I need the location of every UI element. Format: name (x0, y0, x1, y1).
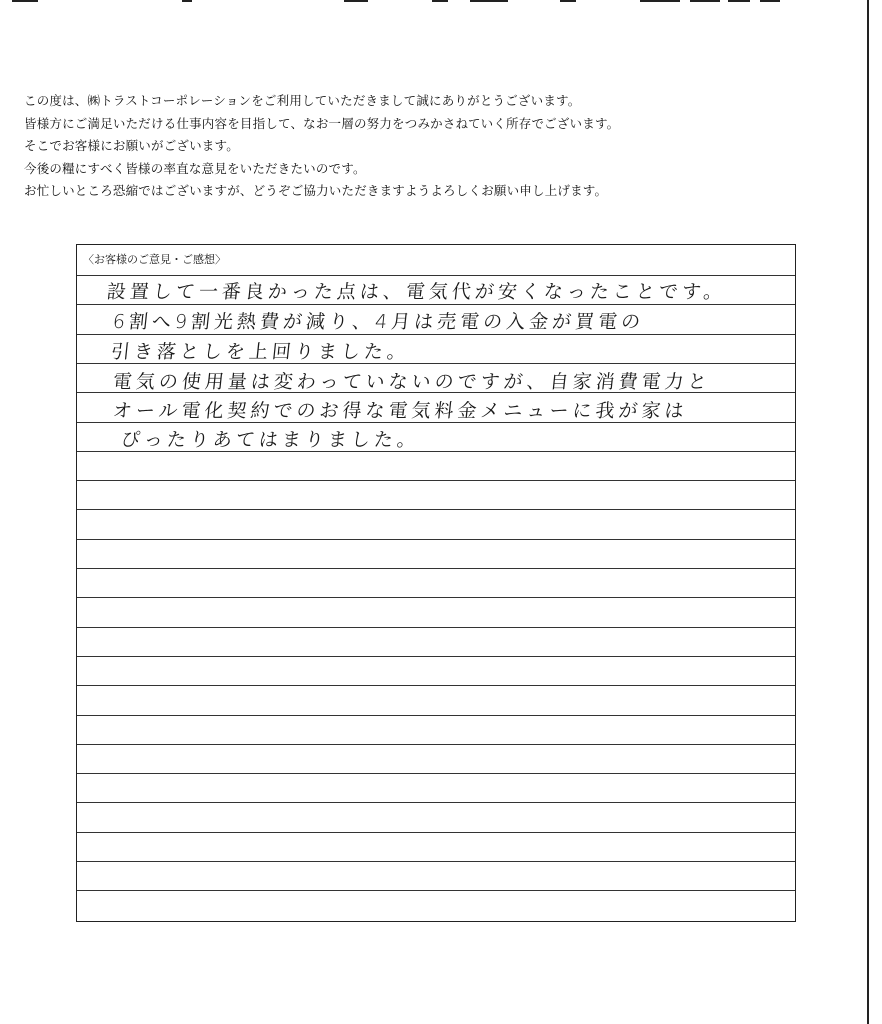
ruled-line (77, 597, 795, 598)
ruled-line (77, 539, 795, 540)
ruled-line (77, 744, 795, 745)
handwritten-line: 設置して一番良かった点は、電気代が安くなったことです。 (105, 281, 728, 303)
comment-box-label: 〈お客様のご意見・ご感想〉 (83, 253, 226, 266)
right-page-edge (867, 0, 869, 1024)
intro-line: この度は、㈱トラストコーポレーションをご利用していただきまして誠にありがとうございます。 (24, 93, 581, 108)
ruled-line (77, 304, 795, 305)
ruled-line (77, 509, 795, 510)
handwritten-line: 電気の使用量は変わっていないのですが、自家消費電力と (111, 371, 712, 393)
ruled-line (77, 832, 795, 833)
handwritten-line: 6割へ9割光熱費が減り、4月は売電の入金が買電の (111, 311, 646, 333)
handwritten-line: オール電化契約でのお得な電気料金メニューに我が家は (111, 400, 689, 422)
intro-line: お忙しいところ恐縮ではございますが、どうぞご協力いただきますようよろしくお願い申し上げます。 (24, 183, 608, 198)
ruled-line (77, 802, 795, 803)
ruled-line (77, 568, 795, 569)
ruled-line (77, 627, 795, 628)
ruled-line (77, 715, 795, 716)
ruled-line (77, 480, 795, 481)
intro-line: 今後の糧にすべく皆様の率直な意見をいただきたいのです。 (24, 160, 366, 176)
handwritten-line: 引き落としを上回りました。 (109, 341, 412, 363)
ruled-line (77, 861, 795, 862)
ruled-line (77, 773, 795, 774)
intro-line: そこでお客様にお願いがございます。 (24, 138, 239, 153)
handwritten-line: ぴったりあてはまりました。 (119, 429, 422, 451)
ruled-line (77, 656, 795, 657)
ruled-line (77, 890, 795, 891)
ruled-line (77, 685, 795, 686)
ruled-line (77, 275, 795, 276)
top-scan-marks (0, 0, 882, 6)
comment-box (76, 244, 796, 922)
intro-text (24, 90, 864, 203)
intro-line: 皆様方にご満足いただける仕事内容を目指して、なお一層の努力をつみかさねていく所存でございます。 (24, 115, 620, 131)
